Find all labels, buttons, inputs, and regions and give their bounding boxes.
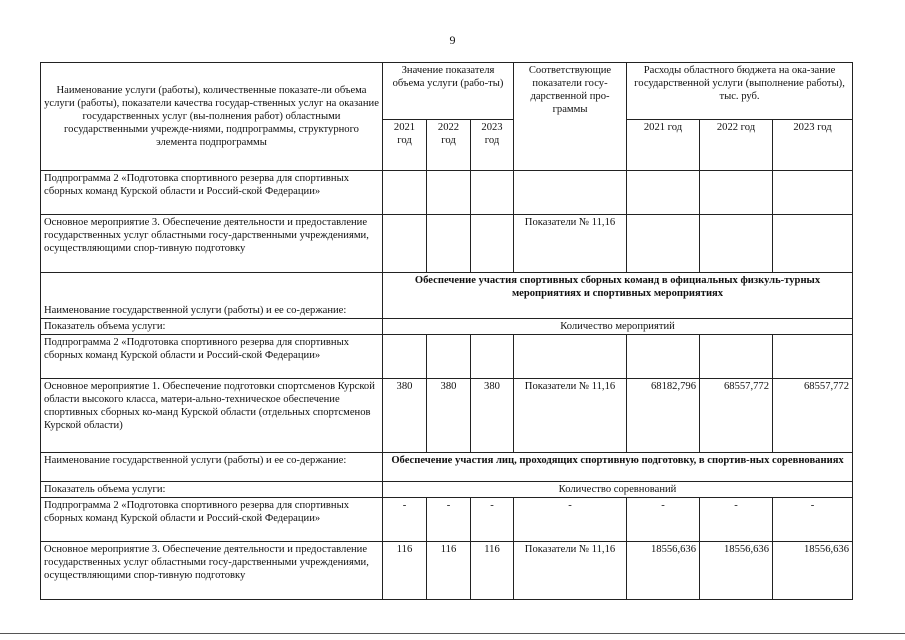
budget-table [40, 62, 853, 600]
value-cell: - [471, 498, 514, 542]
service-name: Обеспечение участия лиц, проходящих спортивную подготовку, в спортив-ных соревнованиях [383, 453, 853, 482]
value-cell: - [427, 498, 471, 542]
row-name: Подпрограмма 2 «Подготовка спортивного резерва для спортивных сборных команд Курской области и Россий-ской Федерации» [41, 498, 383, 542]
volume-indicator: Количество мероприятий [383, 319, 853, 335]
expense-cell: 18556,636 [700, 542, 773, 600]
value-cell: - [383, 498, 427, 542]
value-cell: 380 [383, 379, 427, 453]
value-cell [471, 171, 514, 215]
row-name: Основное мероприятие 1. Обеспечение подготовки спортсменов Курской области высокого класса, матери-ально-техническое обеспечение спортивных сборных ко-манд Курской области (отдельных спортсменов Курской области) [41, 379, 383, 453]
value-cell [427, 215, 471, 273]
value-cell [427, 335, 471, 379]
header-program-indicators: Соответствующие показатели госу-дарственной про-граммы [514, 63, 627, 171]
indicators-cell [514, 335, 627, 379]
table-row [41, 482, 853, 498]
row-name: Подпрограмма 2 «Подготовка спортивного резерва для спортивных сборных команд Курской области и Россий-ской Федерации» [41, 171, 383, 215]
value-cell: 116 [427, 542, 471, 600]
expense-cell [700, 335, 773, 379]
row-name: Основное мероприятие 3. Обеспечение деятельности и предоставление государственных услуг областными госу-дарственными учреждениями, осуществляющими спор-тивную подготовку [41, 215, 383, 273]
table-row [41, 453, 853, 482]
indicators-cell [514, 171, 627, 215]
table-row [41, 542, 853, 600]
expense-cell: 18556,636 [627, 542, 700, 600]
table-row [41, 335, 853, 379]
expense-cell [773, 335, 853, 379]
value-cell: 116 [471, 542, 514, 600]
service-name: Обеспечение участия спортивных сборных команд в официальных физкуль-турных мероприятиях и спортивных мероприятиях [383, 273, 853, 319]
page-number: 9 [449, 33, 456, 47]
value-cell: 380 [427, 379, 471, 453]
scan-edge-line [0, 633, 905, 634]
indicators-cell: - [514, 498, 627, 542]
expense-cell: 18556,636 [773, 542, 853, 600]
header-expenses: Расходы областного бюджета на ока-зание государственной услуги (выполнение работы), тыс. руб. [627, 63, 853, 120]
expense-cell [627, 335, 700, 379]
row-name: Подпрограмма 2 «Подготовка спортивного резерва для спортивных сборных команд Курской области и Россий-ской Федерации» [41, 335, 383, 379]
header-year: 2023 год [773, 120, 853, 171]
value-cell: 116 [383, 542, 427, 600]
expense-cell [627, 171, 700, 215]
header-year: 2023 год [471, 120, 514, 171]
volume-indicator: Количество соревнований [383, 482, 853, 498]
expense-cell [627, 215, 700, 273]
row-name: Показатель объема услуги: [41, 319, 383, 335]
indicators-cell: Показатели № 11,16 [514, 379, 627, 453]
header-name-col: Наименование услуги (работы), количественные показате-ли объема услуги (работы), показатели качества государ-ственных услуг на оказание государственных услуг (вы-полнения работ) областными государственными учрежде-ниями, подпрограммы, структурного элемента подпрограммы [41, 63, 383, 171]
expense-cell: - [627, 498, 700, 542]
table-row [41, 273, 853, 319]
table-row [41, 498, 853, 542]
expense-cell [773, 215, 853, 273]
expense-cell: - [773, 498, 853, 542]
value-cell [471, 215, 514, 273]
table-row [41, 379, 853, 453]
value-cell: 380 [471, 379, 514, 453]
value-cell [383, 335, 427, 379]
expense-cell: 68557,772 [773, 379, 853, 453]
row-name: Показатель объема услуги: [41, 482, 383, 498]
table-row [41, 215, 853, 273]
row-name: Наименование государственной услуги (работы) и ее со-держание: [41, 273, 383, 319]
indicators-cell: Показатели № 11,16 [514, 215, 627, 273]
expense-cell [700, 215, 773, 273]
expense-cell [773, 171, 853, 215]
indicators-cell: Показатели № 11,16 [514, 542, 627, 600]
row-name: Основное мероприятие 3. Обеспечение деятельности и предоставление государственных услуг областными госу-дарственными учреждениями, осуществляющими спор-тивную подготовку [41, 542, 383, 600]
header-year: 2022 год [700, 120, 773, 171]
header-year: 2021 год [383, 120, 427, 171]
value-cell [383, 215, 427, 273]
header-year: 2022 год [427, 120, 471, 171]
value-cell [427, 171, 471, 215]
header-year: 2021 год [627, 120, 700, 171]
row-name: Наименование государственной услуги (работы) и ее со-держание: [41, 453, 383, 482]
value-cell [383, 171, 427, 215]
expense-cell: - [700, 498, 773, 542]
expense-cell: 68182,796 [627, 379, 700, 453]
table-row [41, 319, 853, 335]
value-cell [471, 335, 514, 379]
expense-cell: 68557,772 [700, 379, 773, 453]
header-indicator-value: Значение показателя объема услуги (рабо-ты) [383, 63, 514, 120]
expense-cell [700, 171, 773, 215]
table-row [41, 171, 853, 215]
